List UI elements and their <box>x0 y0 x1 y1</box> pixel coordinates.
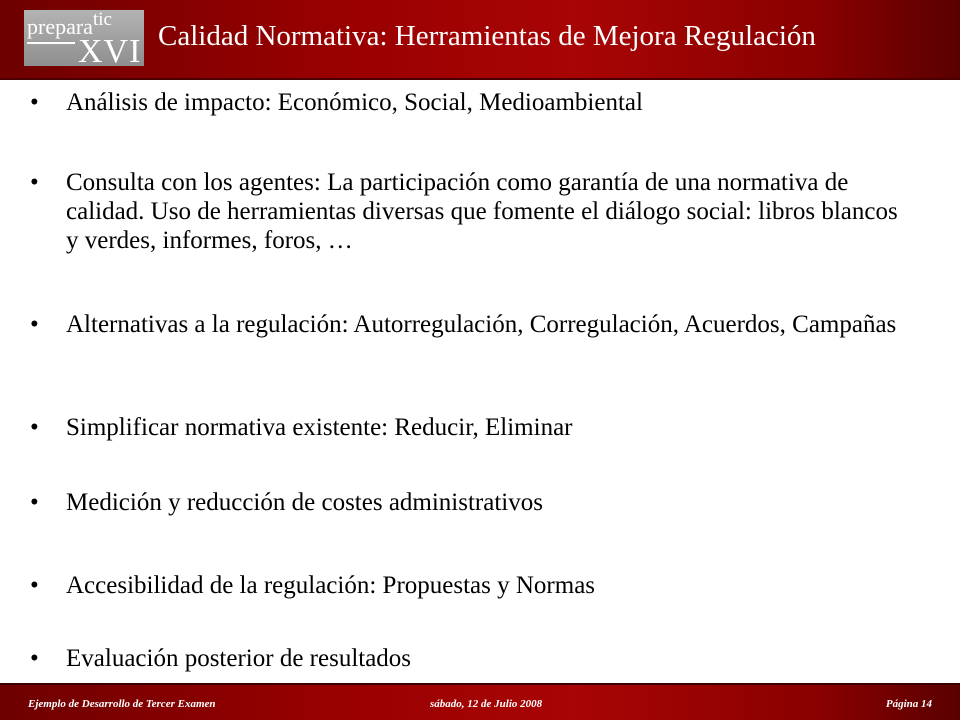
bullet-item: • Simplificar normativa existente: Reducir, Eliminar <box>28 413 573 442</box>
slide-title: Calidad Normativa: Herramientas de Mejora Regulación <box>158 20 816 52</box>
logo-text-tic: tic <box>92 9 112 30</box>
logo-text-bottom: XVI <box>78 33 142 70</box>
bullet-item: • Análisis de impacto: Económico, Social, Medioambiental <box>28 88 643 117</box>
logo-text-prepara: prepara <box>27 14 93 39</box>
footer-page-number: Página 14 <box>885 698 932 710</box>
bullet-item: • Consulta con los agentes: La participación como garantía de una normativa de calidad. Uso de herramientas diversas que fomente el diálogo social: libros blancos y verdes, informes, foros, … <box>28 168 908 255</box>
preparatic-logo <box>24 9 144 70</box>
slide-header <box>0 0 960 80</box>
footer-date: sábado, 12 de Julio 2008 <box>430 698 543 710</box>
logo-divider <box>27 42 75 44</box>
bullet-item: • Medición y reducción de costes administrativos <box>28 488 543 517</box>
footer-exam-label: Ejemplo de Desarrollo de Tercer Examen <box>28 698 216 710</box>
bullet-item: • Alternativas a la regulación: Autorregulación, Corregulación, Acuerdos, Campañas <box>28 310 896 339</box>
slide-footer <box>0 683 960 720</box>
bullet-item: • Evaluación posterior de resultados <box>28 644 411 673</box>
bullet-item: • Accesibilidad de la regulación: Propuestas y Normas <box>28 571 595 600</box>
